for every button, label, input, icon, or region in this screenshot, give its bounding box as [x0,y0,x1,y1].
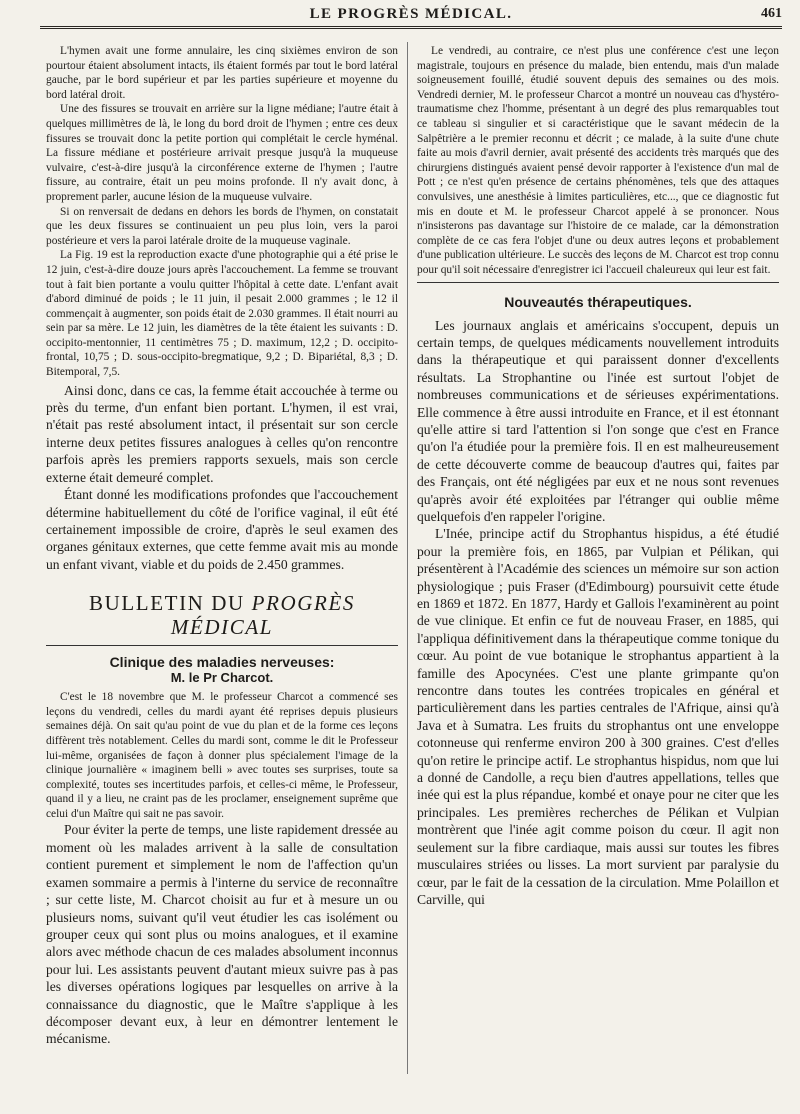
bulletin-title [46,591,398,639]
right-column [417,44,779,1078]
section-rule [46,645,398,646]
nouveautes-heading: Nouveautés thérapeutiques. [504,293,692,310]
paragraph: Si on renversait de dedans en dehors les bords de l'hymen, on constatait que les deux fissures se continuaient un peu plus loin, vers la paroi postérieure et vers la paroi latérale droite de la muqueuse vaginale. [46,205,398,247]
paragraph: Une des fissures se trouvait en arrière sur la ligne médiane; l'autre était à quelques millimètres de là, le long du bord droit de l'hymen ; entre ces deux fissures se trouvait donc la petite portion qui complétait le cercle hyménal. La fissure médiane et postérieure arrivait presque jusqu'à la muqueuse vulvaire, c'est-à-dire jusqu'à la circonférence externe de l'hymen ; l'autre fissure, au contraire, était un peu moins profonde. Il n'y avait donc, à proprement parler, aucune lésion de la muqueuse vulvaire. [46,103,398,203]
paragraph: L'Inée, principe actif du Strophantus hispidus, a été étudié pour la première fois, en 1865, par Vulpian et Pélikan, qui présentèrent à l'Académie des sciences un mémoire sur son action physiologique ; puis Fraser (d'Edimbourg) poursuivit cette étude en 1869 et 1872. En 1877, Hardy et Gallois l'examinèrent au point de vue clinique. Et enfin ce fut de nouveau Fraser, en 1885, qui l'appliqua définitivement dans la thérapeutique comme tonique du cœur. Au point de vue botanique le strophantus appartient à la famille des Apocynées. C'est une plante grimpante qu'on rencontre dans toutes les contrées tropicales en général et particulièrement dans les parties centrales de l'Afrique, ainsi qu'à Java et à Sumatra. Les fruits du strophantus ont une enveloppe cotonneuse qui renferme environ 200 à 300 graines. C'est d'elles qu'on retire le principe actif. Le strophantus hispidus, nom que lui a donné de Candolle, a reçu bien d'autres appellations, telles que inée qui est la plus répandue, kombé et onaye pour ne citer que les principales. Les premières recherches de Pélikan et Vulpian montrèrent que l'inée agit comme poison du cœur. Il agit non seulement sur la fibre cardiaque, mais aussi sur toutes les fibres musculaires striées ou lisses. La mort survient par paralysie du cœur, par le fait de la cessation de la circulation. Mme Polaillon et Carville, qui [417,526,779,907]
running-head [40,2,782,29]
paragraph: L'hymen avait une forme annulaire, les cinq sixièmes environ de son pourtour étaient absolument intacts, ils étaient formés par tout le bord latéral gauche, par le bord supérieur et par les parties supérieure et moyenne du bord latéral droit. [46,45,398,101]
paragraph: Les journaux anglais et américains s'occupent, depuis un certain temps, de quelques médicaments nouvellement introduits dans la thérapeutique et qui paraissent donner d'excellents résultats. La Strophantine ou l'inée est surtout l'objet de nombreuses communications et de sérieuses expérimentations. Elle commence à être aussi introduite en France, et il est étonnant qu'elle attire si tard l'attention si l'on songe que c'est en France qu'on l'a étudiée pour la première fois. Il en est malheureusement de cette découverte comme de beaucoup d'autres qui, faites par des Français, ont été négligées par eux et ne nous sont revenues qu'après avoir été exploitées par l'étranger qui oublie même quelquefois d'en rappeler l'origine. [417,317,779,524]
page-number: 461 [761,6,782,21]
paragraph: Le vendredi, au contraire, ce n'est plus une conférence c'est une leçon magistrale, toujours en présence du malade, bien entendu, mais d'un malade soigneusement fouillé, étudié souvent depuis des semaines ou des mois. Vendredi dernier, M. le professeur Charcot a montré un nouveau cas d'hystéro-traumatisme chez l'homme, présentant à un degré des plus remarquables tout ce tableau si singulier et si caractéristique que le savant médecin de la Salpêtrière a le premier reconnu et décrit ; ce malade, à la suite d'une chute faite au mois d'avril dernier, avait présenté des accidents très marqués que des chirurgiens distingués avaient pensé devoir rapporter à l'existence d'un mal de Pott ; ce n'est qu'en présence de certains phénomènes, tels que des attaques convulsives, une anesthésie à limites particulières, etc..., que ce diagnostic fut mis en doute et M. le professeur Charcot appelé à se prononcer. Nous n'insisterons pas davantage sur l'histoire de ce malade, car la démonstration complète de ce cas fera l'objet d'une ou deux autres leçons et probablement d'une publication ultérieure. Le succès des leçons de M. Charcot est trop connu pour qu'il soit nécessaire d'enregistrer ici l'accueil chaleureux qui leur est fait. [417,45,779,276]
section-rule [417,282,779,283]
left-column [46,44,398,1078]
bulletin-prefix: BULLETIN DU [88,591,252,616]
clinic-heading: Clinique des maladies nerveuses: [109,654,335,671]
bulletin-journal: PROGRÈS MÉDICAL [170,591,356,640]
paragraph: Étant donné les modifications profondes que l'accouchement détermine habituellement du côté de l'orifice vaginal, il eût été certainement impossible de croire, d'après le seul examen des organes génitaux externes, que cette femme avait mis au monde un enfant vivant, viable et du poids de 2.450 grammes. [46,487,398,572]
column-divider [407,42,408,1074]
paragraph: Ainsi donc, dans ce cas, la femme était accouchée à terme ou près du terme, d'un enfant bien portant. L'hymen, il est vrai, n'était pas resté absolument intact, il présentait sur son cercle interne deux petites fissures analogues à celles qu'on rencontre parfois après les premiers rapports sexuels, mais son cercle externe était demeuré complet. [46,382,398,485]
running-title: LE PROGRÈS MÉDICAL. [309,6,513,22]
paragraph: C'est le 18 novembre que M. le professeur Charcot a commencé ses leçons du vendredi, celles du mardi ayant été reprises depuis plusieurs semaines déjà. On sait qu'au point de vue du plan et de la forme ces leçons diffèrent très notablement. Celles du mardi sont, comme le dit le Professeur lui-même, organisées de façon à donner plus spécialement l'image de la clinique journalière « imaginem belli » avec toutes ses surprises, toute sa complexité, toutes ses incertitudes parfois, et celles-ci même, le Professeur, quand il y a lieu, ne craint pas de les proclamer, enseignement suprême que celui d'un Maître qui sait ne pas savoir. [46,691,398,820]
paragraph: Pour éviter la perte de temps, une liste rapidement dressée au moment où les malades arrivent à la salle de consultation contient purement et simplement le nom de l'affection qu'un examen sommaire a permis à l'interne du service de reconnaître ; sur cette liste, M. Charcot choisit au fur et à mesure un ou plusieurs noms, suivant qu'il veut étudier les cas isolément ou grouper ceux qui sont plus ou moins analogues, et il examine alors avec méthode chacun de ces malades absolument inconnus pour lui. Les assistants peuvent d'autant mieux suivre pas à pas les diverses opérations logiques par lesquelles on arrive à la connaissance du diagnostic, que le Maître s'applique à les décomposer devant eux, à leur en démontrer lentement le mécanisme. [46,822,398,1047]
clinic-speaker: M. le Pr Charcot. [170,670,274,686]
paragraph: La Fig. 19 est la reproduction exacte d'une photographie qui a été prise le 12 juin, c'est-à-dire douze jours après l'accouchement. La femme se trouvant tout à fait bien portante a voulu quitter l'hôpital à cette date. L'enfant avait d'abord diminué de poids ; le 11 juin, il pesait 2.000 grammes ; le 12 il commençait à augmenter, son poids était de 2.030 grammes. Il était nourri au sein par sa mère. Le 12 juin, les diamètres de la tête étaient les suivants : D. occipito-mentonnier, 11 centimètres 75 ; D. maximum, 12,2 ; D. occipito-frontal, 10,75 ; D. sous-occipito-bregmatique, 9,2 ; D. Bipariétal, 8,3 ; D. Bitemporal, 7,5. [46,249,398,379]
